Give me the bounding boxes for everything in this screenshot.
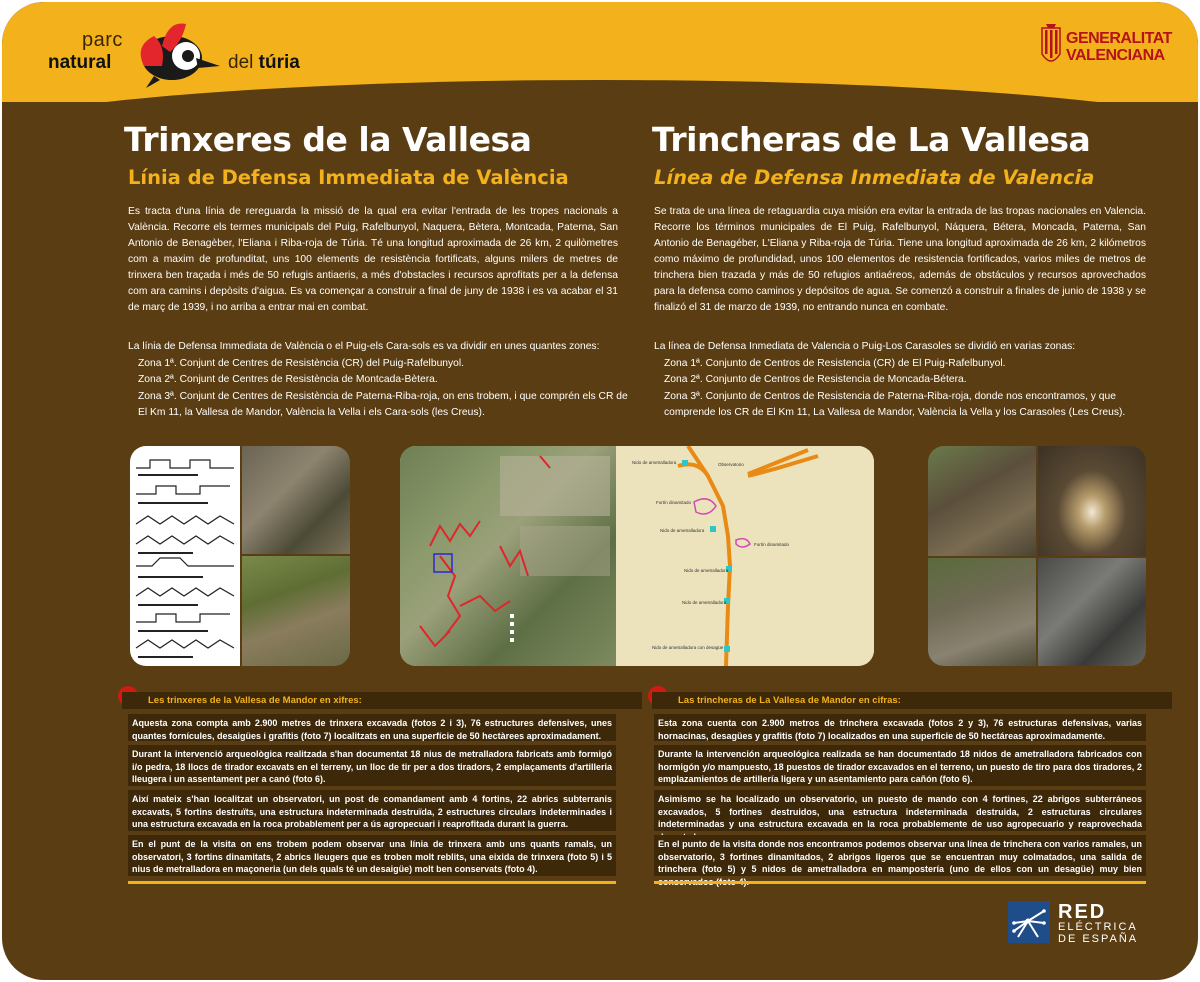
title-ca: Trinxeres de la Vallesa [124,120,532,159]
figures-es-2: Durante la intervención arqueológica realizada se han documentado 18 nidos de ametralladora fabricados con hormigón y/o mampuesto, 18 puestos de tirador excavados en el terreno, un puesto de tiro para dos tiradores, 2 emplazamientos de artillería ligera y un asentamiento para cañón (foto 6). [654,745,1146,786]
figures-es-3: Asimismo se ha localizado un observatorio, un puesto de mando con 4 fortines, 22 abrigos subterráneos excavados, 5 fortines destruidos, una estructura indeterminada destruida, 2 estructuras circulares indeterminadas y una estructura excavada en la roca probablemente de uso agropecuario y reaprovechada [654,790,1146,831]
map-label-4: Nido de ametralladora [660,528,705,533]
red-electrica-icon [1008,901,1050,943]
map-label-7: Nido de ametralladora [682,600,727,605]
zones-ca-intro: La línia de Defensa Immediata de València o el Puig-els Cara-sols es va dividir en unes quantes zones: [128,341,600,352]
figures-ca-2: Durant la intervenció arqueològica realitzada s'han documentat 18 nius de metralladora fabricats amb formigó i/o pedra, 18 llocs de tirador excavats en el terreny, un lloc de tir per a dos tiradors, 2 emplaçaments d'artilleria lleugera i un assentament per a canó (foto 6). [128,745,616,786]
subtitle-ca: Línia de Defensa Immediata de València [128,166,569,189]
map-group [400,446,874,666]
zone-ca-3: Zona 3ª. Conjunt de Centres de Resistència de Paterna-Riba-roja, on ens trobem, i que comprén els CR de El Km 11, la Vallesa de Mandor, València la Vella i els Cara-sols (les Creus). [138,390,628,418]
figures-ca-4: En el punt de la visita on ens trobem podem observar una línia de trinxera amb uns quants ramals, un observatori, 3 fortins dinamitats, 2 abrics lleugers que es troben molt reblits, una eixida de trinxera (foto 5) i 5 nius de metralladora en maçoneria (un dels quals té un desaigüe) molt ben conservats (foto 4). [128,835,616,876]
zone-ca-1: Zona 1ª. Conjunt de Centres de Resistència (CR) del Puig-Rafelbunyol. [138,357,465,369]
figures-title-es: Las trincheras de La Vallesa de Mandor en cifras: [652,692,1172,709]
coat-of-arms-icon [1040,24,1062,72]
trench-schematic [618,446,874,666]
bird-icon [124,16,224,88]
trench-photo-2 [242,556,350,666]
map-label-8: Nido de ametralladora con desagüe [652,645,724,650]
map-label-6: Nido de ametralladora [684,568,729,573]
zones-es-intro: La línea de Defensa Inmediata de Valencia o Puig-Los Carasoles se dividió en varias zonas: [654,341,1076,352]
map-label-1: Nido de ametralladora [632,460,677,465]
graffiti-photo [1038,558,1146,666]
trench-photo-1 [242,446,350,554]
figures-title-ca: Les trinxeres de la Vallesa de Mandor en xifres: [122,692,642,709]
intro-es [654,204,1146,316]
zone-es-1: Zona 1ª. Conjunto de Centros de Resistencia (CR) de El Puig-Rafelbunyol. [664,357,1006,369]
zones-ca [128,339,628,422]
divider-es [654,881,1146,884]
logo-del: del [228,52,254,73]
figures-es-4: En el punto de la visita donde nos encontramos podemos observar una línea de trinchera con varios ramales, un observatorio, 3 fortines dinamitados, 2 abrigos ligeros que se encuentran muy colmatados, una salida de trinchera (foto 5) y 5 nidos de ametralladora en mampostería (uno de ellos con un desagüe) muy bien [654,835,1146,876]
photo-group-left [130,446,350,666]
generalitat-line2: VALENCIANA [1066,47,1165,64]
zone-ca-2: Zona 2ª. Conjunt de Centres de Resistència de Montcada-Bètera. [138,374,438,385]
logo-natural: natural [48,52,112,73]
red-electrica-name: RED [1058,901,1107,923]
photo-group-right [928,446,1146,666]
board-panel [2,2,1198,980]
logo-parc: parc [82,29,123,51]
aerial-map [400,446,616,666]
zone-es-2: Zona 2ª. Conjunto de Centros de Resistencia de Moncada-Bétera. [664,374,967,385]
park-logo [48,16,328,86]
red-electrica-logo [1008,901,1158,949]
map-label-2: Observatorio [718,462,744,467]
subtitle-es: Línea de Defensa Inmediata de Valencia [654,166,1095,189]
red-electrica-line1: ELÉCTRICA [1058,921,1138,933]
generalitat-logo [1040,24,1170,74]
figures-ca-3: Així mateix s'han localitzat un observatori, un post de comandament amb 4 fortins, 22 abrics subterranis excavats, 5 fortins destruïts, una estructura indeterminada destruïda, 2 estructures circulars indeterminades i una estructura excavada en la roca probablement per a ús agropecuari i reaprofitada durant la guerra. [128,790,616,831]
figures-ca-1: Aquesta zona compta amb 2.900 metres de trinxera excavada (fotos 2 i 3), 76 estructures defensives, unes quantes fornícules, desaigües i grafitis (foto 7) localitzats en una superfície de 50 hectàrees aproximadament. [128,714,616,741]
machine-gun-nest-photo [928,558,1036,666]
trench-drawings-image [130,446,240,666]
zones-es [654,339,1152,422]
trench-tunnel-photo [1038,446,1146,556]
title-es: Trincheras de La Vallesa [652,120,1091,159]
trench-photo-3 [928,446,1036,556]
intro-ca [128,204,618,316]
divider-ca [128,881,616,884]
map-label-5: Fortín dinamitado [754,542,790,547]
figures-es-1: Esta zona cuenta con 2.900 metros de trinchera excavada (fotos 2 y 3), 76 estructuras defensivas, varias hornacinas, desagües y grafitis (foto 7) localizados en una superficie de 50 hectáreas aproximadamente. [654,714,1146,741]
generalitat-line1: GENERALITAT [1066,30,1172,47]
zone-es-3: Zona 3ª. Conjunto de Centros de Resistencia de Paterna-Riba-roja, donde nos encontramos, y que comprende los CR de El Km 11, La Vallesa de Mandor, València la Vella y los Carasoles (Les Creus). [664,390,1126,418]
intro-ca-text: Es tracta d'una línia de rereguarda la missió de la qual era evitar l'entrada de les tropes nacionals a València. Recorre els termes municipals del Puig, Rafelbunyol, Naquera, Bètera, Montcada, Paterna, San Antonio de Benagèber, l'Eliana i Riba-roja de Túria. Té una longitud aproximada de 26 km, 2 quilòmetres com a maxim de profunditat, uns 100 elements de resistència fortificats, alguns milers de metres de trinxera ben traçada i més de 50 refugis antiaeris, a més d'obstacles i recursos aprofitats per a la defensa com ara camins i depòsits d'aigua. Es va començar a construir a final de juny de 1938 i es va acabar el 31 de març de 1939, i no arriba a entrar mai en combat. [128,206,618,313]
map-label-3: Fortín dinamitado [656,500,692,505]
intro-es-text: Se trata de una línea de retaguardia cuya misión era evitar la entrada de las tropas nacionales en Valencia. Recorre los términos municipales de El Puig, Rafelbunyol, Náquera, Bétera, Moncada, Paterna, San Antonio de Benagéber, L'Eliana y Riba-roja de Túria. Tiene una longitud aproximada de 26 km, 2 kilómetros como máximo de profundidad, unos 100 elementos de resistencia fortificados, varios miles de metros de trinchera bien trazada y más de 50 refugios antiaéreos, además de obstáculos y recursos aprovechados para la defensa como caminos y depósitos de agua. Se comenzó a construir a finales de junio de 1938 y se finalizó el 31 de marzo de 1939, no entrando nunca en combate. [654,206,1146,313]
red-electrica-line2: DE ESPAÑA [1058,933,1139,945]
logo-del-turia [228,52,300,74]
logo-turia: túria [258,52,300,73]
